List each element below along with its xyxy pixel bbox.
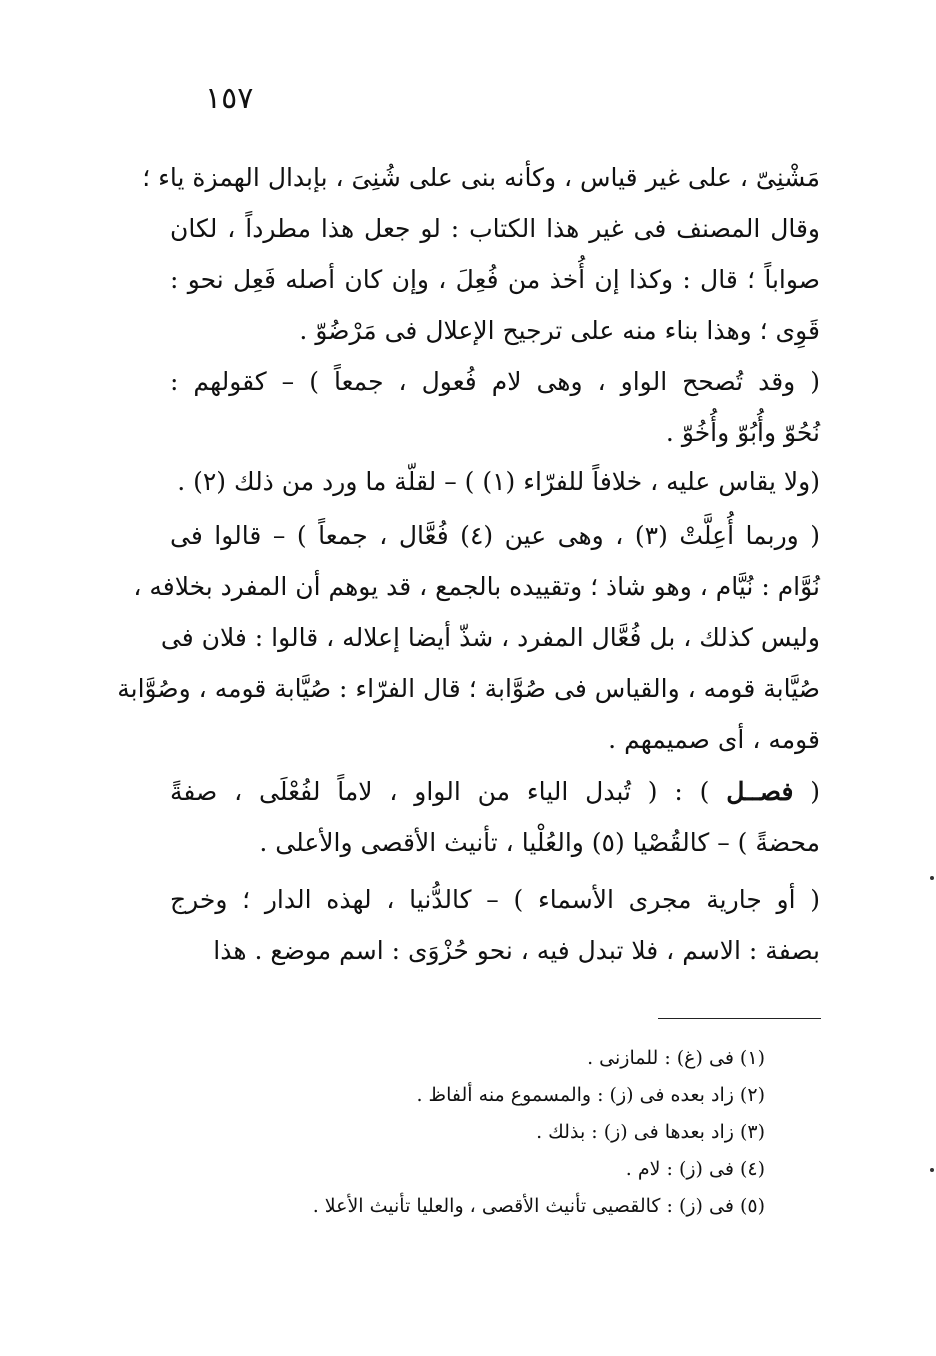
footnote-separator xyxy=(658,1018,821,1019)
text-line: صواباً ؛ قال : وكذا إن أُخذ من فُعِلَ ، وإن كان أصله فَعِل نحو : xyxy=(170,265,820,294)
paragraph-1 xyxy=(142,152,820,356)
footnote: (٢) زاد بعده فى (ز) : والمسموع منه ألفاظ . xyxy=(416,1084,765,1106)
text-line: صُيَّابة قومه ، والقياس فى صُوَّابة ؛ قال الفرّاء : صُيَّابة قومه ، وصُوَّابة xyxy=(117,674,820,703)
footnote: (١) فى (غ) : للمازنى . xyxy=(587,1047,765,1069)
text-line: ( وربما أُعِلَّتْ (٣) ، وهى عين (٤) فُعَّال ، جمعاً ) – قالوا فى xyxy=(170,521,820,550)
paragraph-5 xyxy=(170,766,820,868)
text-line: محضةً ) – كالقُصْيا (٥) والعُلْيا ، تأنيث الأقصى والأعلى . xyxy=(259,828,820,857)
text-line: ( وقد تُصحح الواو ، وهى لام فُعول ، جمعاً ) – كقولهم : xyxy=(170,367,820,396)
text-line: مَشْنِىّ ، على غير قياس ، وكأنه بنى على شُنِىَ ، بإبدال الهمزة ياء ؛ xyxy=(142,163,820,192)
open-paren: ( xyxy=(793,777,820,806)
paragraph-3 xyxy=(170,456,820,507)
text-line xyxy=(170,766,820,817)
paragraph-4 xyxy=(117,510,820,765)
text-line: نُوَّام : نُيَّام ، وهو شاذ ؛ وتقييده بالجمع ، قد يوهم أن المفرد بخلافه ، xyxy=(133,572,820,601)
text-line: وقال المصنف فى غير هذا الكتاب : لو جعل هذا مطرداً ، لكان xyxy=(170,214,820,243)
scan-mark xyxy=(930,1168,934,1172)
footnote: (٣) زاد بعدها فى (ز) : بذلك . xyxy=(536,1121,765,1143)
paragraph-2 xyxy=(170,356,820,458)
text-line: ( أو جارية مجرى الأسماء ) – كالدُّنيا ، لهذه الدار ؛ وخرج xyxy=(170,885,820,914)
text-line: قومه ، أى صميمهم . xyxy=(608,725,820,754)
text-line: قَوِى ؛ وهذا بناء منه على ترجيح الإعلال فى مَرْضُوّ . xyxy=(299,316,820,345)
text-line-rest: ) : ( تُبدل الياء من الواو ، لاماً لفُعْلَى ، صفةً xyxy=(170,777,727,806)
footnotes xyxy=(200,1040,765,1225)
paragraph-6 xyxy=(170,874,820,976)
text-line: بصفة : الاسم ، فلا تبدل فيه ، نحو حُزْوَى : اسم موضع . هذا xyxy=(213,936,820,965)
scan-mark xyxy=(930,876,934,880)
text-line: (ولا يقاس عليه ، خلافاً للفرّاء (١) ) – لقلّة ما ورد من ذلك (٢) . xyxy=(177,467,820,496)
page-number: ١٥٧ xyxy=(205,81,254,116)
section-heading: فصــل xyxy=(726,777,794,806)
text-line: نُحُوّ وأُبُوّ وأُخُوّ . xyxy=(665,418,820,447)
footnote: (٥) فى (ز) : كالقصيى تأنيث الأقصى ، والعليا تأنيث الأعلا . xyxy=(312,1195,765,1217)
footnote: (٤) فى (ز) : لام . xyxy=(625,1158,765,1180)
text-line: وليس كذلك ، بل فُعَّال المفرد ، شذّ أيضا إعلاله ، قالوا : فلان فى xyxy=(160,623,820,652)
